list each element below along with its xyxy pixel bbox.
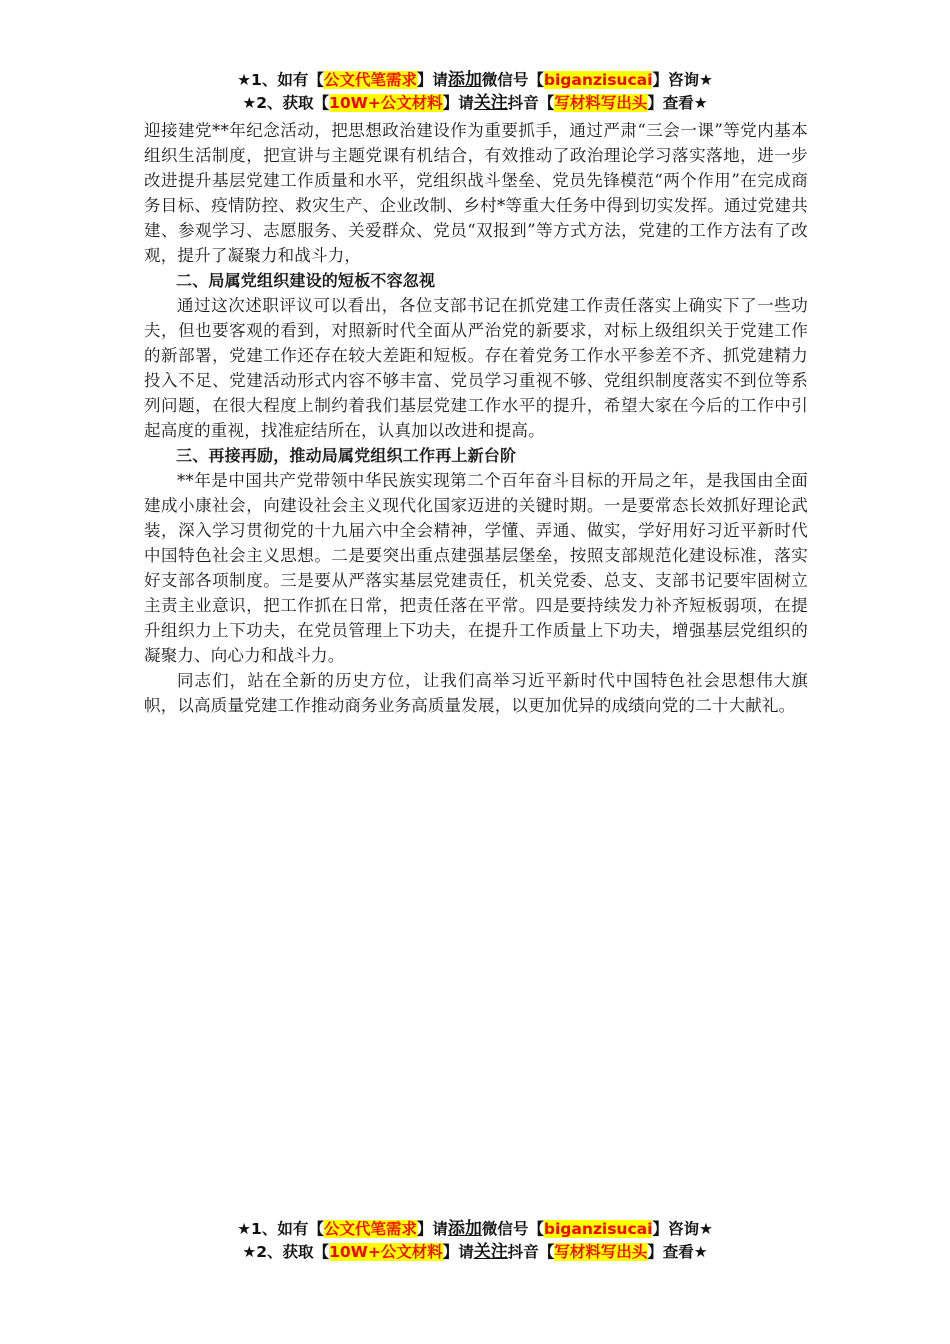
footer-banner: [0, 1218, 950, 1264]
emphasis-follow: 关注: [473, 1242, 508, 1262]
document-body: [144, 118, 808, 718]
header-banner: [0, 69, 950, 115]
banner-text: 】请: [442, 1243, 474, 1261]
highlight-douyin-account: 写材料写出头: [554, 94, 648, 112]
paragraph-closing: 同志们，站在全新的历史方位，让我们高举习近平新时代中国特色社会思想伟大旗帜，以高质量党建工作推动商务业务高质量发展，以更加优异的成绩向党的二十大献礼。: [144, 671, 808, 715]
paragraph-goals: **年是中国共产党带领中华民族实现第二个百年奋斗目标的开局之年，是我国由全面建成小康社会，向建设社会主义现代化国家迈进的关键时期。一是要常态长效抓好理论武装，深入学习贯彻党的十九届六中全会精神，学懂、弄通、做实，学好用好习近平新时代中国特色社会主义思想。二是要突出重点建强基层堡垒，按照支部规范化建设标准，落实好支部各项制度。三是要从严落实基层党建责任，机关党委、总支、支部书记要牢固树立主责主业意识，把工作抓在日常，把责任落在平常。四是要持续发力补齐短板弱项，在提升组织力上下功夫，在党员管理上下功夫，在提升工作质量上下功夫，增强基层党组织的凝聚力、向心力和战斗力。: [144, 471, 808, 665]
banner-text: ★2、获取【: [242, 1243, 330, 1261]
banner-text: 】咨询★: [652, 71, 713, 89]
highlight-douyin-account: 写材料写出头: [554, 1243, 648, 1261]
banner-line-2: [0, 1241, 950, 1264]
section-heading-3: 三、再接再励，推动局属党组织工作再上新台阶: [176, 446, 517, 465]
banner-text: 】请: [416, 1220, 448, 1238]
banner-text: 抖音【: [507, 94, 555, 112]
emphasis-add: 添加: [447, 1219, 482, 1239]
banner-text: 】咨询★: [652, 1220, 713, 1238]
banner-text: 微信号【: [481, 1220, 544, 1238]
banner-line-2: [0, 92, 950, 115]
banner-text: ★2、获取【: [242, 94, 330, 112]
highlight-wechat-id: biganzisucai: [543, 71, 653, 89]
banner-text: ★1、如有【: [237, 1220, 324, 1238]
banner-text: 抖音【: [507, 1243, 555, 1261]
banner-text: 微信号【: [481, 71, 544, 89]
banner-line-1: [0, 69, 950, 92]
highlight-ghostwriting: 公文代笔需求: [323, 1220, 417, 1238]
highlight-materials: 10W+公文材料: [329, 1243, 443, 1261]
paragraph-shortcomings: 通过这次述职评议可以看出，各位支部书记在抓党建工作责任落实上确实下了一些功夫，但也要客观的看到，对照新时代全面从严治党的新要求，对标上级组织关于党建工作的新部署，党建工作还存在较大差距和短板。存在着党务工作水平参差不齐、抓党建精力投入不足、党建活动形式内容不够丰富、党员学习重视不够、党组织制度落实不到位等系列问题，在很大程度上制约着我们基层党建工作水平的提升，希望大家在今后的工作中引起高度的重视，找准症结所在，认真加以改进和提高。: [144, 296, 808, 440]
banner-text: 】请: [442, 94, 474, 112]
emphasis-add: 添加: [447, 70, 482, 90]
banner-text: ★1、如有【: [237, 71, 324, 89]
emphasis-follow: 关注: [473, 93, 508, 113]
paragraph-intro: 迎接建党**年纪念活动，把思想政治建设作为重要抓手，通过严肃“三会一课”等党内基本组织生活制度，把宣讲与主题党课有机结合，有效推动了政治理论学习落实落地，进一步改进提升基层党建工作质量和水平，党组织战斗堡垒、党员先锋模范“两个作用”在完成商务目标、疫情防控、救灾生产、企业改制、乡村*等重大任务中得到切实发挥。通过党建共建、参观学习、志愿服务、关爱群众、党员“双报到”等方式方法，党建的工作方法有了改观，提升了凝聚力和战斗力，: [144, 121, 808, 265]
banner-text: 】请: [416, 71, 448, 89]
banner-line-1: [0, 1218, 950, 1241]
highlight-ghostwriting: 公文代笔需求: [323, 71, 417, 89]
highlight-materials: 10W+公文材料: [329, 94, 443, 112]
banner-text: 】查看★: [647, 1243, 708, 1261]
banner-text: 】查看★: [647, 94, 708, 112]
section-heading-2: 二、局属党组织建设的短板不容忽视: [176, 271, 436, 290]
highlight-wechat-id: biganzisucai: [543, 1220, 653, 1238]
